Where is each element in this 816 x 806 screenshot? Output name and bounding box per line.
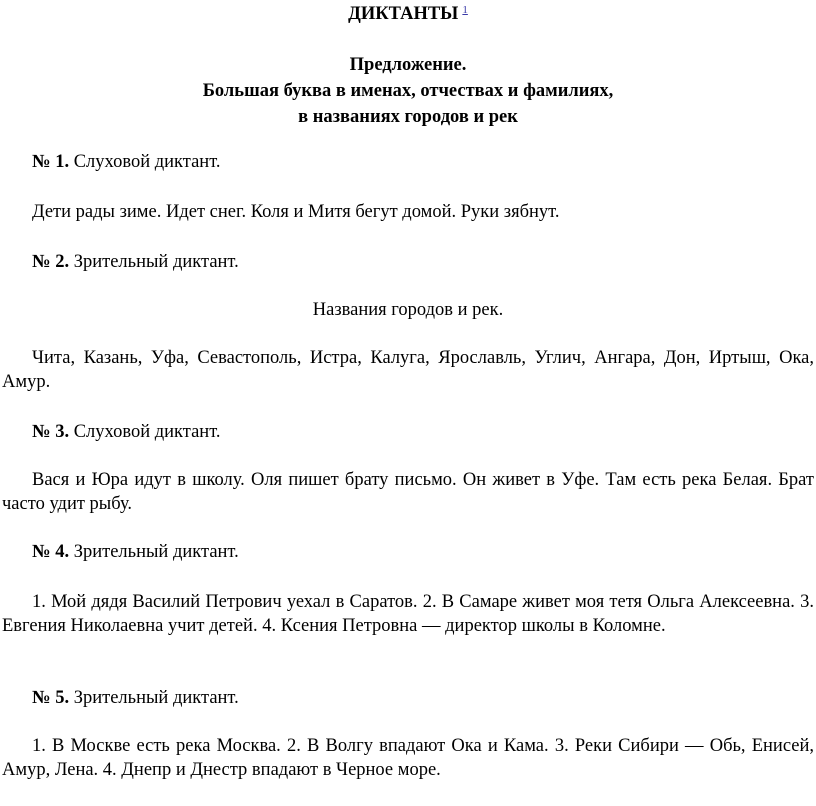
exercise-2-header [2,250,814,274]
exercise-4-header [2,540,814,564]
document-subtitle [0,52,816,130]
exercise-4-text: 1. Мой дядя Василий Петрович уехал в Саратов. 2. В Самаре живет моя тетя Ольга Алексеевна. 3. Евгения Николаевна учит детей. 4. Ксения Петровна — директор школы в Коломне. [2,592,814,636]
subtitle-line: в названиях городов и рек [298,107,518,127]
exercise-type: Зрительный диктант. [73,542,239,562]
subtitle-line: Большая буква в именах, отчествах и фамилиях, [202,81,614,101]
exercise-3-header [2,420,814,444]
exercise-type: Слуховой диктант. [73,422,221,442]
exercise-type: Слуховой диктант. [73,152,221,172]
exercise-2-heading: Названия городов и рек. [312,300,504,320]
exercise-number: № 1. [32,152,70,172]
exercise-number: № 3. [32,422,70,442]
exercise-5-text: 1. В Москве есть река Москва. 2. В Волгу впадают Ока и Кама. 3. Реки Сибири — Обь, Енисей, Амур, Лена. 4. Днепр и Днестр впадают в Черное море. [2,736,814,780]
exercise-number: № 5. [32,688,70,708]
exercise-5-header [2,686,814,710]
exercise-number: № 2. [32,252,70,272]
subtitle-line: Предложение. [349,55,467,75]
exercise-number: № 4. [32,542,70,562]
exercise-type: Зрительный диктант. [73,688,239,708]
document-title [0,2,816,26]
title-text: ДИКТАНТЫ [348,4,459,24]
exercise-2-text: Чита, Казань, Уфа, Севастополь, Истра, Калуга, Ярославль, Углич, Ангара, Дон, Иртыш, Ока, Амур. [2,348,814,392]
exercise-1-header [2,150,814,174]
footnote-link[interactable]: 1 [462,4,468,16]
exercise-1-text: Дети рады зиме. Идет снег. Коля и Митя бегут домой. Руки зябнут. [32,202,560,222]
exercise-type: Зрительный диктант. [73,252,239,272]
exercise-3-text: Вася и Юра идут в школу. Оля пишет брату письмо. Он живет в Уфе. Там есть река Белая. Брат часто удит рыбу. [2,470,814,514]
